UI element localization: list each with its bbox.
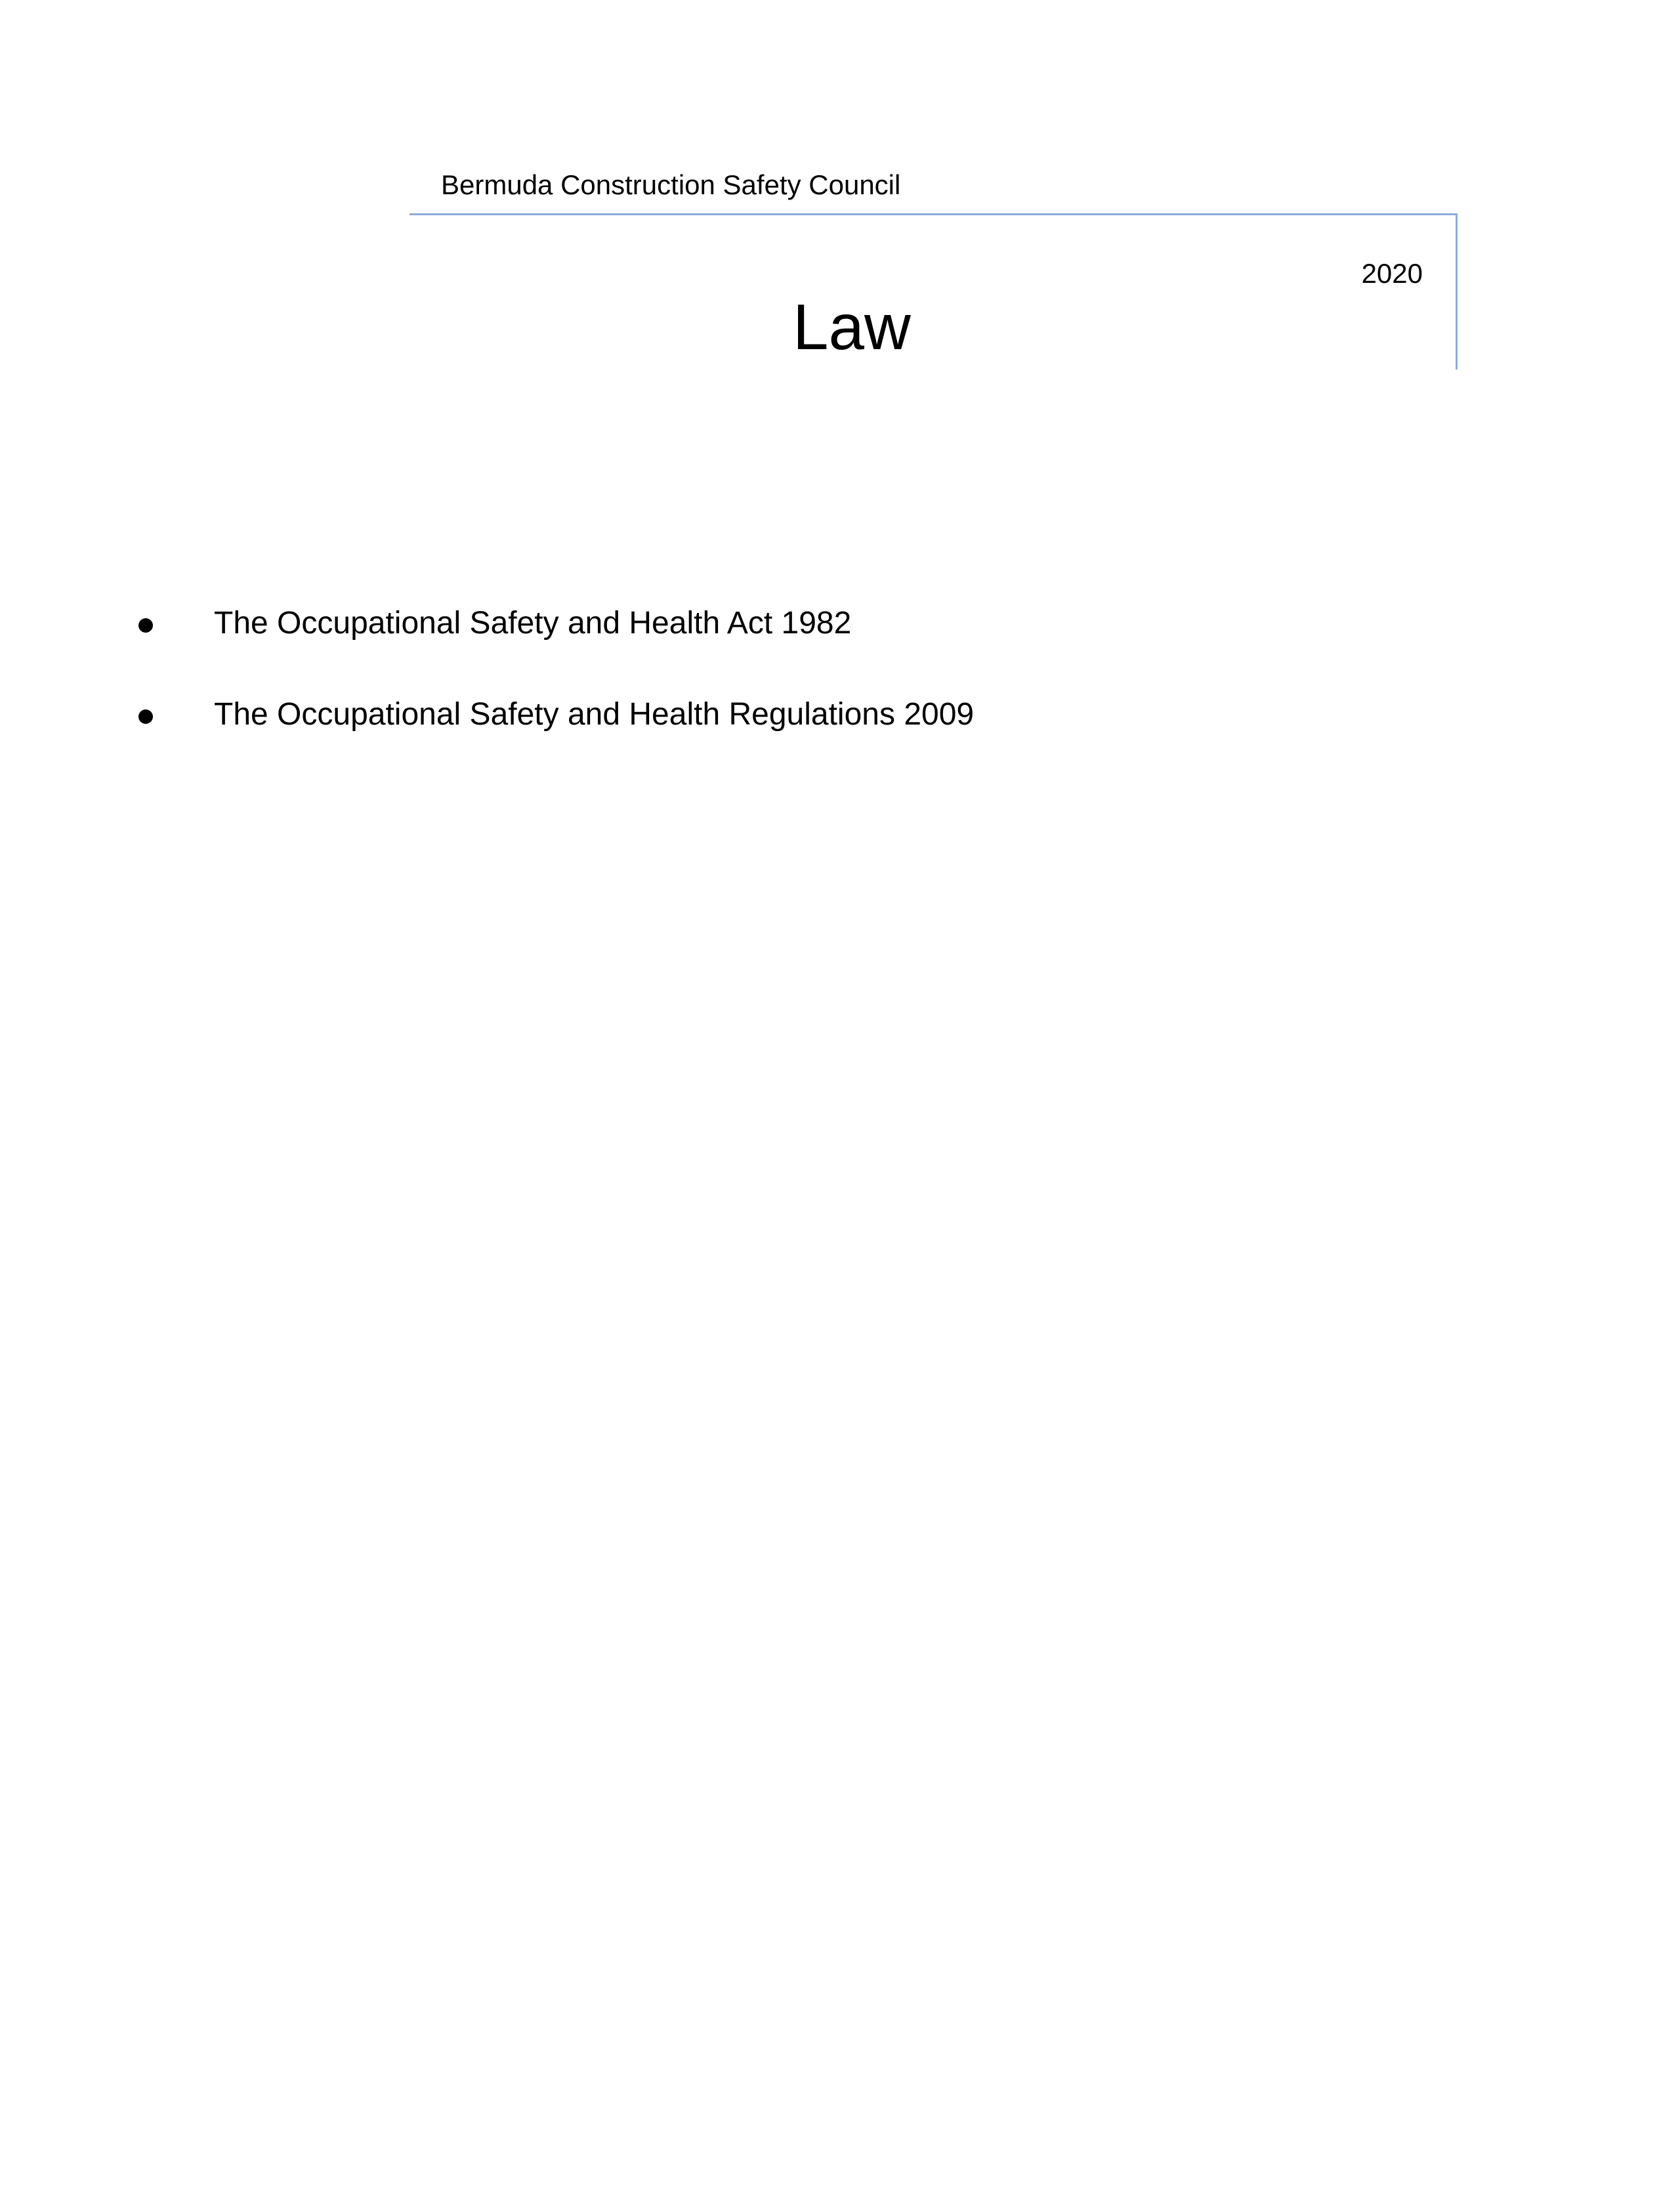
header-rule-horizontal xyxy=(410,213,1458,215)
header-rule-vertical xyxy=(1456,213,1458,369)
list-item-text: The Occupational Safety and Health Act 1982 xyxy=(214,606,852,641)
list-item xyxy=(0,692,1312,738)
header-organization: Bermuda Construction Safety Council xyxy=(441,169,901,200)
list-item xyxy=(0,601,1312,646)
bullet-icon xyxy=(138,618,153,633)
list-item-text: The Occupational Safety and Health Regulations 2009 xyxy=(214,697,975,732)
bullet-icon xyxy=(138,709,153,724)
header-year: 2020 xyxy=(1361,258,1423,289)
page-title: Law xyxy=(793,291,911,363)
